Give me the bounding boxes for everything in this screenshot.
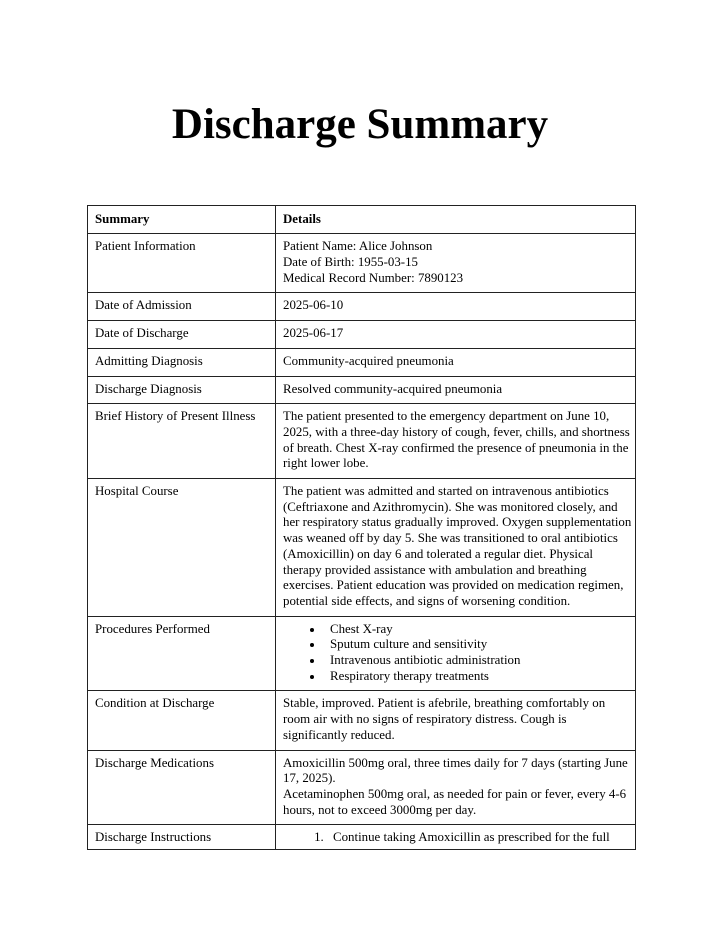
row-label: Date of Discharge (88, 321, 276, 349)
table-row-discharge-diagnosis (88, 376, 636, 404)
row-label: Admitting Diagnosis (88, 348, 276, 376)
row-details: The patient was admitted and started on intravenous antibiotics (Ceftriaxone and Azithromycin). She was monitored closely, and her respiratory status gradually improved. Oxygen supplementation was weaned off by day 5. She was transitioned to oral antibiotics (Amoxicillin) on day 6 and tolerated a regular diet. Physical therapy provided assistance with ambulation and breathing exercises. Patient education was provided on medication regimen, potential side effects, and signs of worsening condition. (276, 479, 636, 617)
list-item: • Respiratory therapy treatments (324, 669, 632, 685)
row-details: Stable, improved. Patient is afebrile, breathing comfortably on room air with no signs of respiratory distress. Cough is significantly reduced. (276, 691, 636, 750)
list-item: • Intravenous antibiotic administration (324, 653, 632, 669)
list-item: • Sputum culture and sensitivity (324, 637, 632, 653)
row-label: Discharge Instructions (88, 825, 276, 850)
row-details (276, 750, 636, 825)
procedures-bullet-list (283, 622, 632, 685)
table-row-hospital-course (88, 479, 636, 617)
row-details (276, 616, 636, 691)
row-details: The patient presented to the emergency department on June 10, 2025, with a three-day history of cough, fever, chills, and shortness of breath. Chest X-ray confirmed the presence of pneumonia in the right lower lobe. (276, 404, 636, 479)
medical-record-number-line: Medical Record Number: 7890123 (283, 270, 464, 285)
discharge-summary-table (87, 205, 636, 851)
table-row-discharge-instructions (88, 825, 636, 850)
row-details: Resolved community-acquired pneumonia (276, 376, 636, 404)
row-details: Community-acquired pneumonia (276, 348, 636, 376)
table-row-condition-at-discharge (88, 691, 636, 750)
row-label: Discharge Diagnosis (88, 376, 276, 404)
table-row-procedures-performed (88, 616, 636, 691)
row-label: Brief History of Present Illness (88, 404, 276, 479)
row-details: 2025-06-10 (276, 293, 636, 321)
header-summary: Summary (88, 205, 276, 234)
list-item: 1. Continue taking Amoxicillin as prescribed for the full (327, 830, 632, 846)
table-row-date-of-admission (88, 293, 636, 321)
table-row-patient-information (88, 234, 636, 293)
medication-line: Amoxicillin 500mg oral, three times daily for 7 days (starting June 17, 2025). (283, 755, 628, 786)
medication-line: Acetaminophen 500mg oral, as needed for pain or fever, every 4-6 hours, not to exceed 3000mg per day. (283, 786, 627, 817)
instructions-numbered-list (283, 830, 632, 846)
table-header-row (88, 205, 636, 234)
row-label: Hospital Course (88, 479, 276, 617)
table-row-brief-history (88, 404, 636, 479)
row-details: 2025-06-17 (276, 321, 636, 349)
page-title: Discharge Summary (171, 101, 549, 148)
row-label: Condition at Discharge (88, 691, 276, 750)
row-details (276, 825, 636, 850)
list-item: • Chest X-ray (324, 622, 632, 638)
row-label: Patient Information (88, 234, 276, 293)
table-row-admitting-diagnosis (88, 348, 636, 376)
date-of-birth-line: Date of Birth: 1955-03-15 (283, 255, 418, 269)
row-label: Procedures Performed (88, 616, 276, 691)
row-details (276, 234, 636, 293)
table-row-date-of-discharge (88, 321, 636, 349)
header-details: Details (276, 205, 636, 234)
patient-name-line: Patient Name: Alice Johnson (283, 239, 433, 254)
table-row-discharge-medications (88, 750, 636, 825)
row-label: Discharge Medications (88, 750, 276, 825)
row-label: Date of Admission (88, 293, 276, 321)
